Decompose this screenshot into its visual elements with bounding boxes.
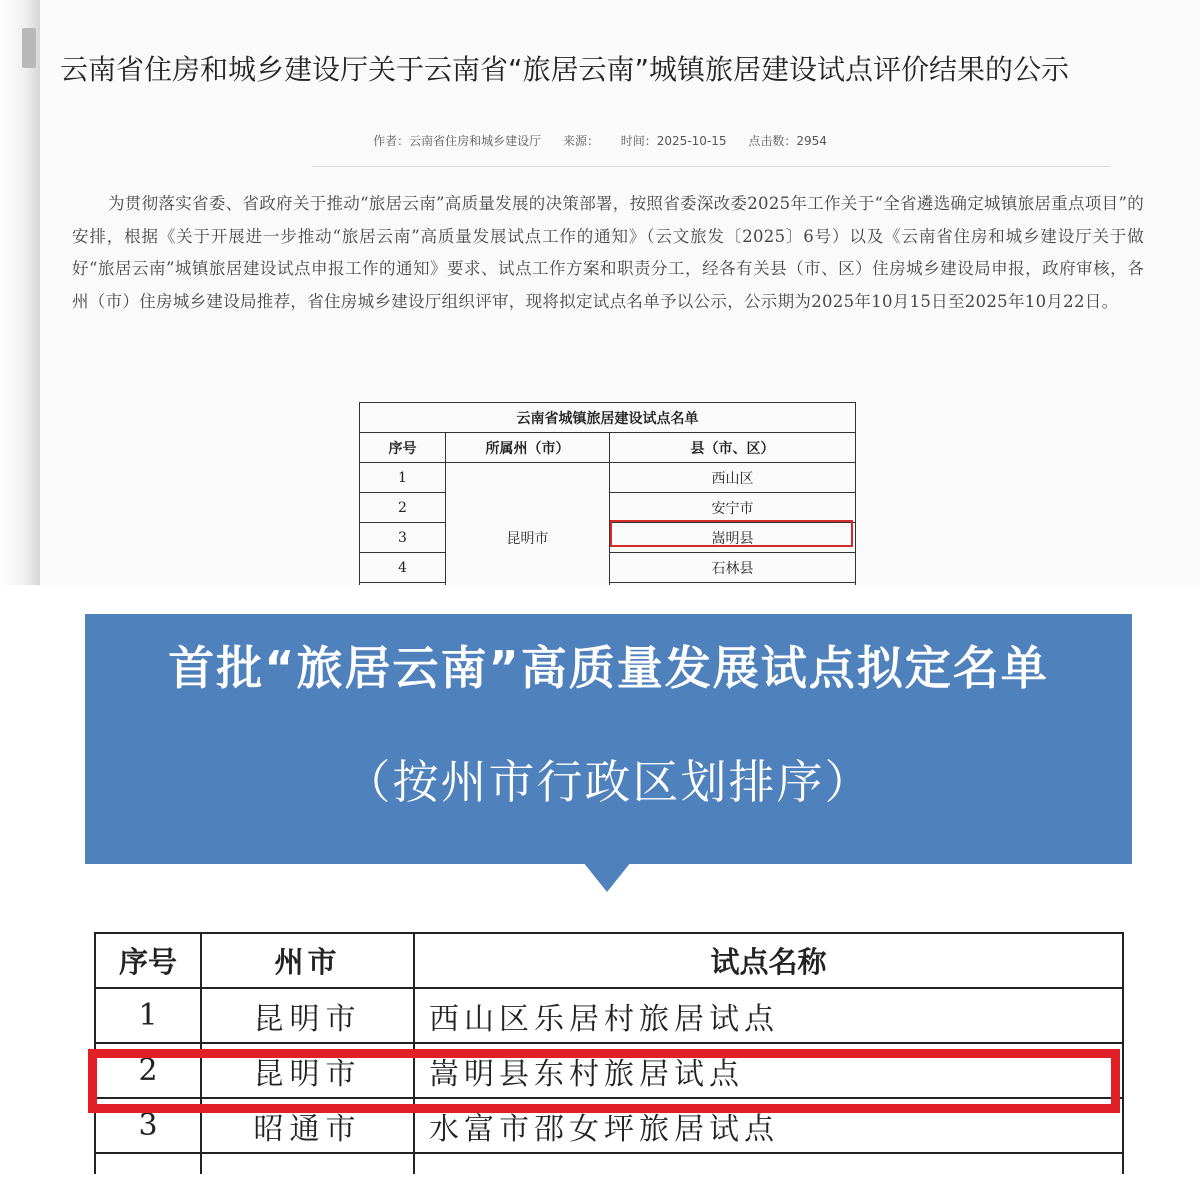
row-county: 西山区 [610, 463, 856, 493]
pilot-list-table [359, 402, 856, 585]
row-no: 3 [360, 523, 446, 553]
meta-clicks: 点击数：2954 [748, 134, 827, 148]
row-city: 昆明市 [201, 988, 414, 1043]
row-county: 嵩明县 [610, 523, 856, 553]
row-no: 3 [95, 1098, 201, 1153]
row-pilot-name: 西山区乐居村旅居试点 [414, 988, 1123, 1043]
table-row [360, 463, 856, 493]
article-title: 云南省住房和城乡建设厅关于云南省“旅居云南”城镇旅居建设试点评价结果的公示 [60, 53, 1070, 86]
col-header-prefecture: 所属州（市） [446, 433, 610, 463]
row-no: 2 [360, 493, 446, 523]
row-no-empty [95, 1153, 201, 1174]
article-body: 为贯彻落实省委、省政府关于推动“旅居云南”高质量发展的决策部署，按照省委深改委2025年工作关于“全省遴选确定城镇旅居重点项目”的安排，根据《关于开展进一步推动“旅居云南”高质量发展试点工作的通知》（云文旅发〔2025〕6号）以及《云南省住房和城乡建设厅关于做好“旅居云南”城镇旅居建设试点申报工作的通知》要求、试点工作方案和职责分工，经各有关县（市、区）住房城乡建设局申报，政府审核，各州（市）住房城乡建设局推荐，省住房城乡建设厅组织评审，现将拟定试点名单予以公示，公示期为2025年10月15日至2025年10月22日。 [72, 194, 1144, 311]
row-county: 安宁市 [610, 493, 856, 523]
meta-source: 来源： [562, 134, 599, 148]
col-header-city: 州市 [201, 933, 414, 988]
row-no: 1 [360, 463, 446, 493]
row-no: 4 [360, 553, 446, 583]
banner-title: 首批“旅居云南”高质量发展试点拟定名单 [168, 641, 1049, 695]
merged-prefecture-cell: 昆明市 [446, 463, 610, 586]
col-header-no: 序号 [360, 433, 446, 463]
table-row [95, 988, 1123, 1043]
highlight-box-songming-row [88, 1049, 1120, 1113]
meta-time: 时间：2025-10-15 [620, 134, 727, 148]
row-county: 石林县 [610, 553, 856, 583]
article-meta [0, 132, 1200, 149]
highlight-box-songming [610, 520, 853, 547]
edge-shadow [22, 28, 36, 68]
row-city: 昭通市 [201, 1098, 414, 1153]
row-pilot-name: 水富市邵女坪旅居试点 [414, 1098, 1123, 1153]
table-caption: 云南省城镇旅居建设试点名单 [360, 403, 856, 433]
col-header-county: 县（市、区） [610, 433, 856, 463]
row-city: 昆明市 [201, 1043, 414, 1098]
banner-pointer [583, 862, 631, 892]
col-header-pilot-name: 试点名称 [414, 933, 1123, 988]
row-county-empty [610, 583, 856, 586]
col-header-no: 序号 [95, 933, 201, 988]
row-no-empty [360, 583, 446, 586]
meta-divider [312, 166, 1110, 167]
meta-author: 作者：云南省住房和城乡建设厅 [373, 134, 542, 148]
row-pilot-name: 嵩明县东村旅居试点 [414, 1043, 1123, 1098]
row-city-empty [201, 1153, 414, 1174]
notice-webpage [0, 0, 1200, 585]
table-row-cut [95, 1153, 1123, 1174]
banner-subtitle: （按州市行政区划排序） [344, 755, 873, 809]
page-edge [0, 0, 40, 585]
row-no: 2 [95, 1043, 201, 1098]
row-no: 1 [95, 988, 201, 1043]
row-pilot-name-empty [414, 1153, 1123, 1174]
